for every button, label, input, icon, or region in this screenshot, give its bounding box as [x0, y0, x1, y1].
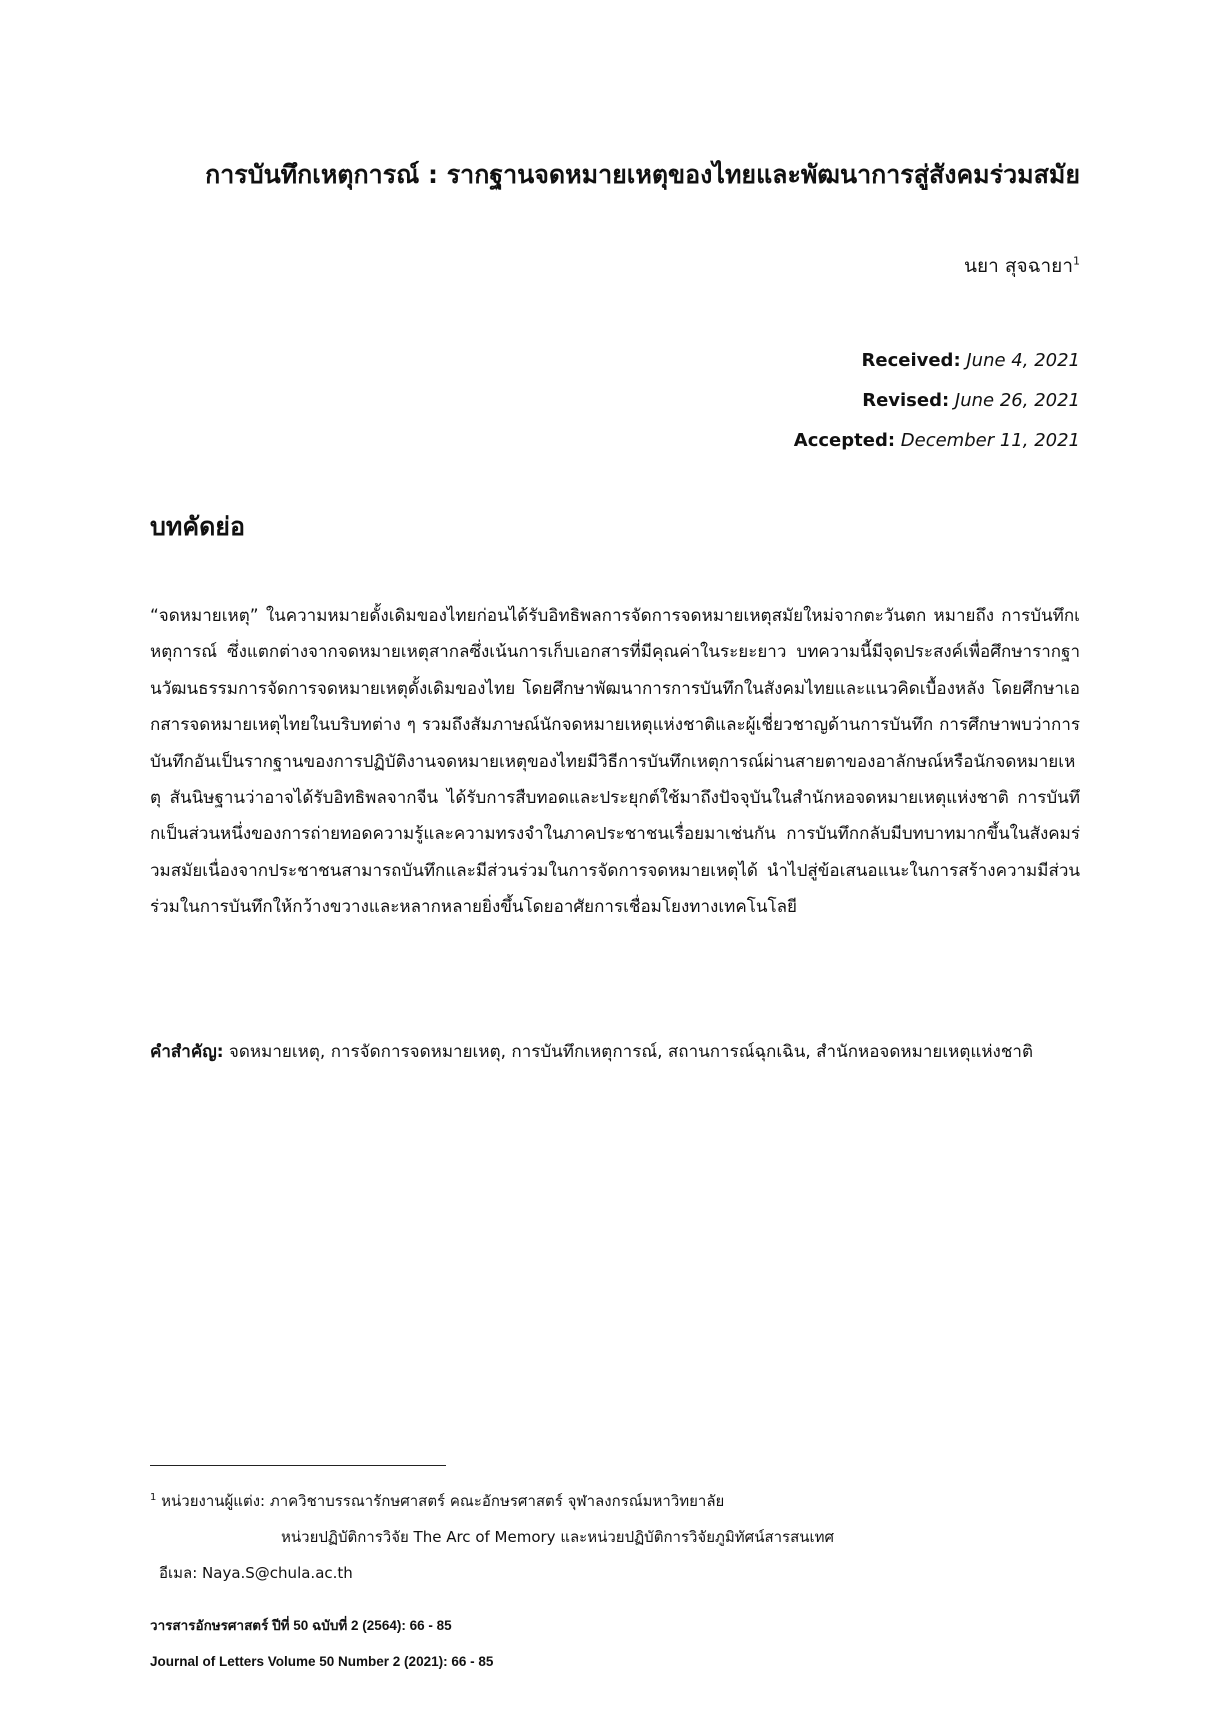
- revised-value: June 26, 2021: [954, 390, 1080, 411]
- submission-dates: [794, 341, 1080, 461]
- footnote-divider: [150, 1465, 446, 1466]
- accepted-label: Accepted:: [793, 430, 896, 451]
- received-label: Received:: [861, 350, 961, 371]
- article-title: การบันทึกเหตุการณ์ : รากฐานจดหมายเหตุของไทยและพัฒนาการสู่สังคมร่วมสมัย: [205, 160, 1080, 189]
- footnote-affiliation-line2: หน่วยปฏิบัติการวิจัย The Arc of Memory และหน่วยปฏิบัติการวิจัยภูมิทัศน์สารสนเทศ: [281, 1528, 835, 1546]
- accepted-value: December 11, 2021: [900, 430, 1080, 451]
- footnote-affiliation-text: หน่วยงานผู้แต่ง: ภาควิชาบรรณารักษศาสตร์ คณะอักษรศาสตร์ จุฬาลงกรณ์มหาวิทยาลัย: [156, 1492, 725, 1510]
- keywords-label: คำสำคัญ:: [150, 1042, 224, 1062]
- revised-date: [794, 381, 1080, 421]
- footnote-mark: 1: [150, 1492, 157, 1503]
- keywords: [150, 1036, 1080, 1068]
- author-footnote-mark: 1: [1073, 254, 1080, 268]
- author-line: [964, 253, 1080, 279]
- footnote-affiliation-line1: [150, 1483, 1080, 1519]
- footnote-email: อีเมล: Naya.S@chula.ac.th: [159, 1564, 353, 1582]
- revised-label: Revised:: [862, 390, 950, 411]
- accepted-date: [794, 421, 1080, 461]
- received-date: [794, 341, 1080, 381]
- received-value: June 4, 2021: [966, 350, 1080, 371]
- abstract-heading: บทคัดย่อ: [150, 512, 245, 541]
- footnote: [150, 1483, 1080, 1591]
- journal-citation-english: Journal of Letters Volume 50 Number 2 (2021): 66 - 85: [150, 1654, 494, 1669]
- abstract-text: “จดหมายเหตุ” ในความหมายดั้งเดิมของไทยก่อนได้รับอิทธิพลการจัดการจดหมายเหตุสมัยใหม่จากตะวันตก หมายถึง การบันทึกเหตุการณ์ ซึ่งแตกต่างจากจดหมายเหตุสากลซึ่งเน้นการเก็บเอกสารที่มีคุณค่าในระยะยาว บทความนี้มีจุดประสงค์เพื่อศึกษารากฐานวัฒนธรรมการจัดการจดหมายเหตุดั้งเดิมของไทย โดยศึกษาพัฒนาการการบันทึกในสังคมไทยและแนวคิดเบื้องหลัง โดยศึกษาเอกสารจดหมายเหตุไทยในบริบทต่าง ๆ รวมถึงสัมภาษณ์นักจดหมายเหตุแห่งชาติและผู้เชี่ยวชาญด้านการบันทึก การศึกษาพบว่าการบันทึกอันเป็นรากฐานของการปฏิบัติงานจดหมายเหตุของไทยมีวิธีการบันทึกเหตุการณ์ผ่านสายตาของอาลักษณ์หรือนักจดหมายเหตุ สันนิษฐานว่าอาจได้รับอิทธิพลจากจีน ได้รับการสืบทอดและประยุกต์ใช้มาถึงปัจจุบันในสำนักหอจดหมายเหตุแห่งชาติ การบันทึกเป็นส่วนหนึ่งของการถ่ายทอดความรู้และความทรงจำในภาคประชาชนเรื่อยมาเช่นกัน การบันทึกกลับมีบทบาทมากขึ้นในสังคมร่วมสมัยเนื่องจากประชาชนสามารถบันทึกและมีส่วนร่วมในการจัดการจดหมายเหตุได้ นำไปสู่ข้อเสนอแนะในการสร้างความมีส่วนร่วมในการบันทึกให้กว้างขวางและหลากหลายยิ่งขึ้นโดยอาศัยการเชื่อมโยงทางเทคโนโลยี: [150, 606, 1080, 918]
- journal-citation: [150, 1608, 493, 1680]
- journal-citation-thai: วารสารอักษรศาสตร์ ปีที่ 50 ฉบับที่ 2 (2564): 66 - 85: [150, 1618, 452, 1633]
- author-name: นยา สุจฉายา: [964, 255, 1073, 277]
- keywords-list: จดหมายเหตุ, การจัดการจดหมายเหตุ, การบันทึกเหตุการณ์, สถานการณ์ฉุกเฉิน, สำนักหอจดหมายเหตุแห่งชาติ: [223, 1042, 1033, 1062]
